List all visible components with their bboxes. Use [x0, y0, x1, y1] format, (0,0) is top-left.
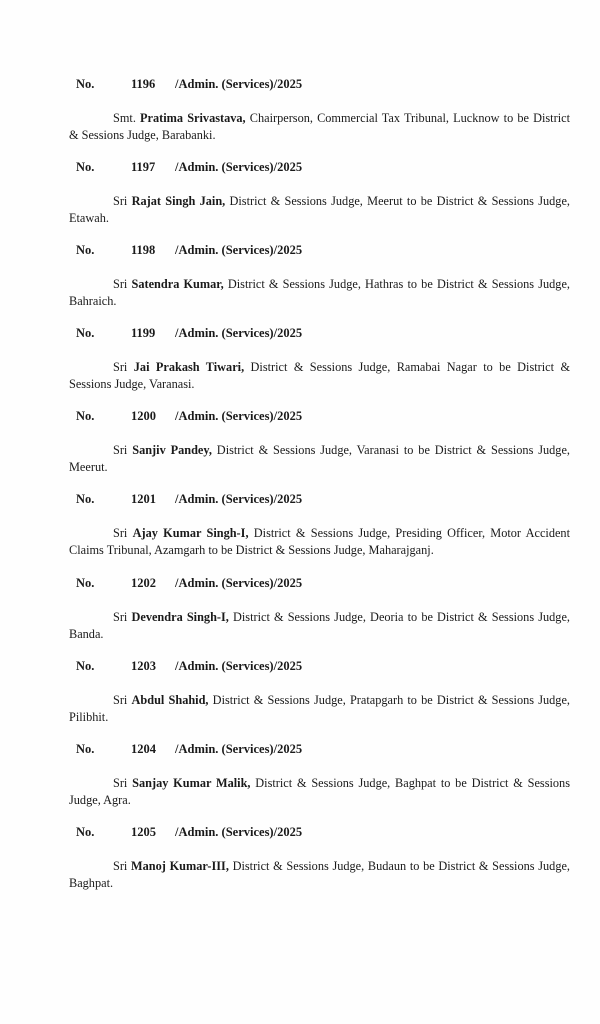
order-body: [69, 858, 570, 891]
order-body: [69, 193, 570, 226]
order-reference: /Admin. (Services)/2025: [175, 492, 303, 506]
officer-name: Manoj Kumar-III,: [131, 859, 229, 873]
order-number: 1200: [131, 409, 156, 423]
order-number: 1205: [131, 825, 156, 839]
officer-name: Jai Prakash Tiwari,: [133, 360, 245, 374]
transfer-text: Chairperson, Commercial Tax Tribunal, Lucknow to be District & Sessions Judge, Barabanki.: [69, 111, 570, 142]
order-header: [69, 325, 570, 341]
order-entry-1200: [69, 408, 570, 475]
order-number: 1203: [131, 659, 156, 673]
order-entry-1201: [69, 491, 570, 558]
officer-name: Devendra Singh-I,: [131, 610, 229, 624]
order-number: 1197: [131, 160, 156, 174]
order-body: [69, 525, 570, 558]
order-no-label: No.: [76, 576, 95, 590]
order-entry-1197: [69, 159, 570, 226]
transfer-text: District & Sessions Judge, Presiding Officer, Motor Accident Claims Tribunal, Azamgarh to be District & Sessions Judge, Maharajganj.: [69, 526, 570, 557]
order-reference: /Admin. (Services)/2025: [175, 326, 303, 340]
order-header: [69, 159, 570, 175]
order-reference: /Admin. (Services)/2025: [175, 77, 303, 91]
honorific: Sri: [113, 776, 128, 790]
honorific: Sri: [113, 693, 128, 707]
order-body: [69, 359, 570, 392]
officer-name: Sanjay Kumar Malik,: [132, 776, 251, 790]
order-no-label: No.: [76, 492, 95, 506]
honorific: Smt.: [113, 111, 136, 125]
transfer-text: District & Sessions Judge, Deoria to be District & Sessions Judge, Banda.: [69, 610, 570, 641]
order-header: [69, 658, 570, 674]
order-entry-1205: [69, 824, 570, 891]
order-reference: /Admin. (Services)/2025: [175, 742, 303, 756]
order-number: 1198: [131, 243, 156, 257]
honorific: Sri: [113, 443, 128, 457]
order-no-label: No.: [76, 326, 95, 340]
order-no-label: No.: [76, 659, 95, 673]
order-reference: /Admin. (Services)/2025: [175, 160, 303, 174]
order-number: 1204: [131, 742, 156, 756]
order-number: 1196: [131, 77, 156, 91]
officer-name: Rajat Singh Jain,: [131, 194, 226, 208]
transfer-text: District & Sessions Judge, Baghpat to be District & Sessions Judge, Agra.: [69, 776, 570, 807]
order-entry-1203: [69, 658, 570, 725]
order-entry-1202: [69, 575, 570, 642]
order-header: [69, 824, 570, 840]
order-header: [69, 575, 570, 591]
order-header: [69, 491, 570, 507]
honorific: Sri: [113, 360, 128, 374]
order-body: [69, 692, 570, 725]
order-header: [69, 76, 570, 92]
honorific: Sri: [113, 526, 128, 540]
order-no-label: No.: [76, 825, 95, 839]
order-no-label: No.: [76, 409, 95, 423]
transfer-text: District & Sessions Judge, Hathras to be District & Sessions Judge, Bahraich.: [69, 277, 570, 308]
order-entry-1199: [69, 325, 570, 392]
order-entry-1198: [69, 242, 570, 309]
honorific: Sri: [113, 610, 128, 624]
order-reference: /Admin. (Services)/2025: [175, 243, 303, 257]
order-number: 1199: [131, 326, 156, 340]
officer-name: Pratima Srivastava,: [140, 111, 246, 125]
transfer-text: District & Sessions Judge, Meerut to be District & Sessions Judge, Etawah.: [69, 194, 570, 225]
transfer-text: District & Sessions Judge, Varanasi to be District & Sessions Judge, Meerut.: [69, 443, 570, 474]
order-reference: /Admin. (Services)/2025: [175, 409, 303, 423]
honorific: Sri: [113, 194, 128, 208]
order-reference: /Admin. (Services)/2025: [175, 659, 303, 673]
order-number: 1202: [131, 576, 156, 590]
order-entry-1196: [69, 76, 570, 143]
transfer-text: District & Sessions Judge, Ramabai Nagar to be District & Sessions Judge, Varanasi.: [69, 360, 571, 391]
order-header: [69, 242, 570, 258]
order-body: [69, 110, 570, 143]
officer-name: Satendra Kumar,: [131, 277, 224, 291]
honorific: Sri: [113, 277, 128, 291]
order-body: [69, 775, 570, 808]
order-no-label: No.: [76, 742, 95, 756]
order-body: [69, 609, 570, 642]
order-body: [69, 442, 570, 475]
officer-name: Abdul Shahid,: [131, 693, 209, 707]
transfer-text: District & Sessions Judge, Budaun to be District & Sessions Judge, Baghpat.: [69, 859, 570, 890]
transfer-text: District & Sessions Judge, Pratapgarh to be District & Sessions Judge, Pilibhit.: [69, 693, 570, 724]
order-number: 1201: [131, 492, 156, 506]
order-header: [69, 408, 570, 424]
order-body: [69, 276, 570, 309]
order-no-label: No.: [76, 160, 95, 174]
order-entry-1204: [69, 741, 570, 808]
officer-name: Sanjiv Pandey,: [132, 443, 212, 457]
order-reference: /Admin. (Services)/2025: [175, 825, 303, 839]
order-no-label: No.: [76, 243, 95, 257]
order-reference: /Admin. (Services)/2025: [175, 576, 303, 590]
order-header: [69, 741, 570, 757]
order-no-label: No.: [76, 77, 95, 91]
officer-name: Ajay Kumar Singh-I,: [132, 526, 249, 540]
honorific: Sri: [113, 859, 128, 873]
